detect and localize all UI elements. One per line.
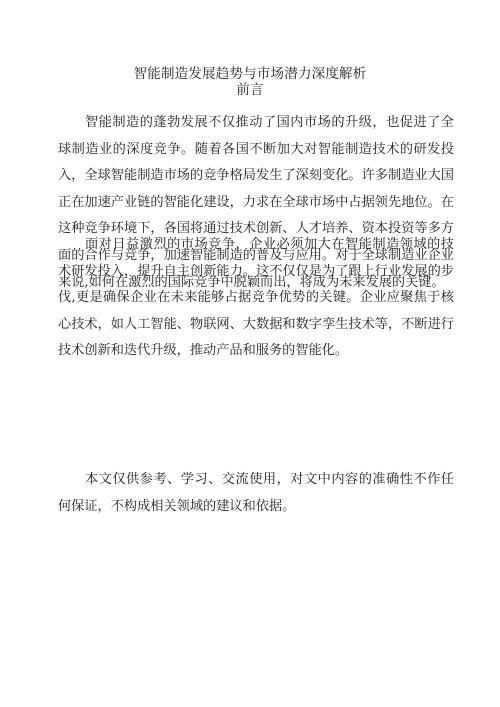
paragraph: 智能制造的蓬勃发展不仅推动了国内市场的升级，也促进了全球制造业的深度竞争。随着各国不断加大对智能制造技术的研发投入，全球智能制造市场的竞争格局发生了深刻变化。许多制造业大国正在加速产业链的智能化建设，力求在全球市场中占据领先地位。在这种竞争环境下，各国将通过技术创新、人才培养、资本投资等多方面的合作与竞争，加速智能制造的普及与应用。对于全球制造业企业来说,如何在激烈的国际竞争中脱颖而出，将成为未来发展的关键。 [58, 115, 454, 290]
disclaimer-paragraph: 本文仅供参考、学习、交流使用，对文中内容的准确性不作任何保证，不构成相关领域的建议和依据。 [58, 472, 454, 514]
section-heading: 前言 [236, 82, 264, 98]
document-title: 智能制造发展趋势与市场潜力深度解析 [133, 66, 367, 82]
paragraph: 面对日益激烈的市场竞争，企业必须加大在智能制造领域的技术研发投入，提升自主创新能力。这不仅仅是为了跟上行业发展的步伐,更是确保企业在未来能够占据竞争优势的关键。企业应聚焦于核心技术，如人工智能、物联网、大数据和数字孪生技术等，不断进行技术创新和迭代升级，推动产品和服务的智能化。 [58, 237, 454, 359]
